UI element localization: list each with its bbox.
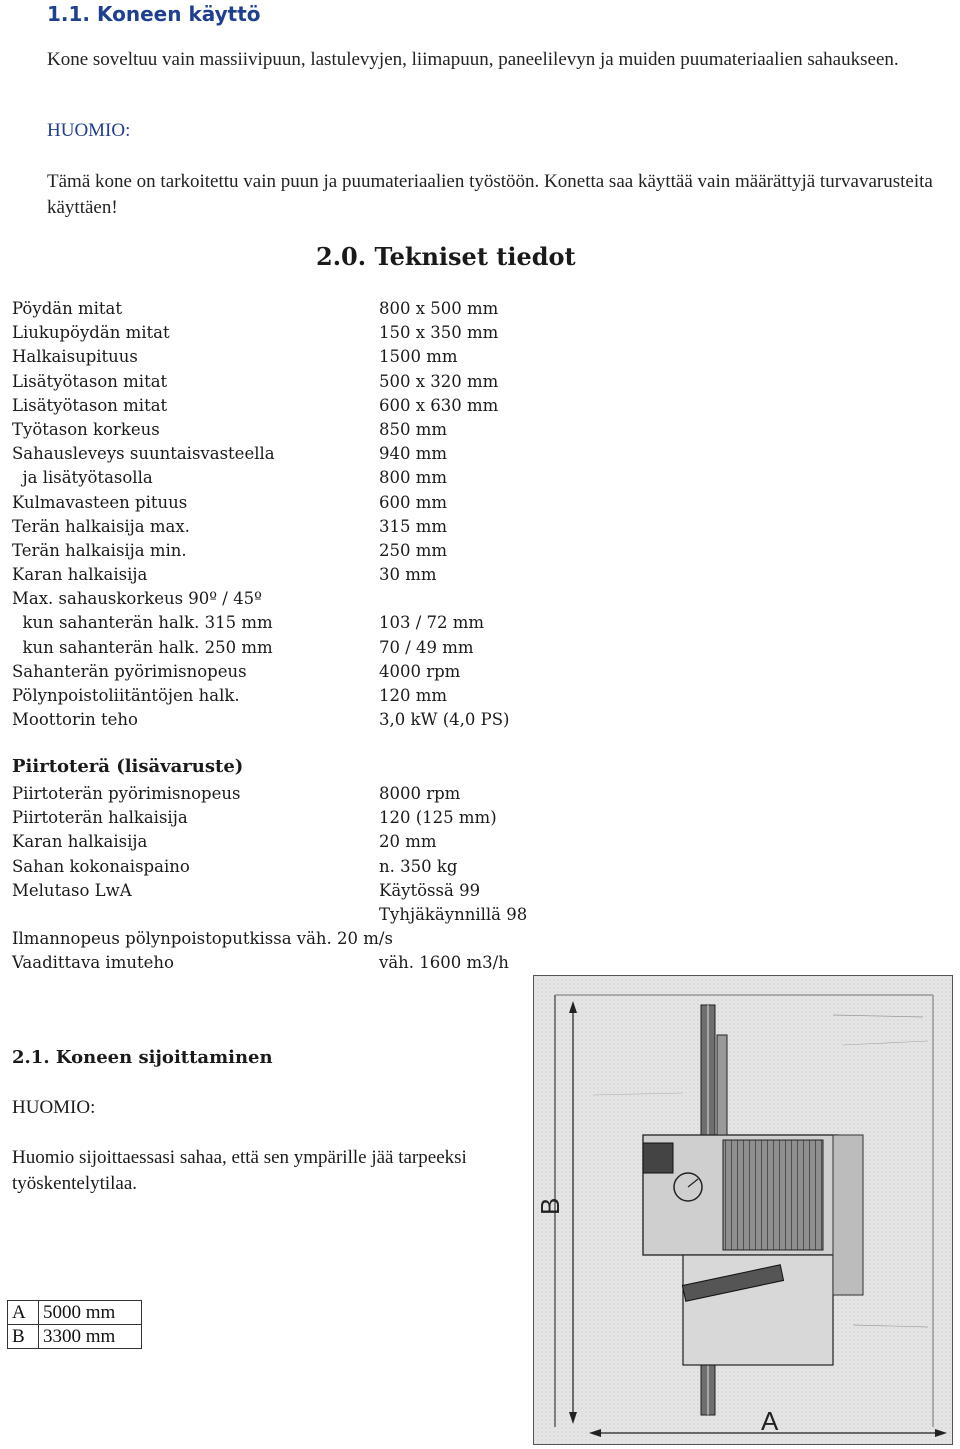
spec-value: Käytössä 99 — [379, 880, 481, 900]
spec-label: Pöydän mitat — [12, 299, 122, 318]
rip-fence — [717, 1035, 727, 1135]
dimension-row — [8, 1301, 142, 1325]
spec-row — [12, 782, 572, 806]
spec-label: Karan halkaisija — [12, 565, 148, 585]
spec-value: 940 mm — [379, 444, 448, 464]
spec-row — [12, 491, 572, 515]
spec-value: 600 x 630 mm — [379, 395, 499, 415]
spec-value: 500 x 320 mm — [379, 371, 499, 391]
saw-blade-area — [723, 1140, 823, 1250]
spec-label: ja lisätyötasolla — [12, 468, 153, 488]
router-heading: Piirtoterä (lisävaruste) — [12, 756, 244, 777]
airflow-text: Ilmannopeus pölynpoistoputkissa väh. 20 m/s — [12, 929, 393, 949]
spec-value: 103 / 72 mm — [379, 613, 485, 633]
fence-clamp — [643, 1143, 673, 1173]
suction-value: väh. 1600 m3/h — [379, 953, 509, 973]
spec-label: Piirtoterän pyörimisnopeus — [12, 784, 241, 803]
spec-row — [12, 830, 572, 854]
spec-label: Sahan kokonaispaino — [12, 856, 190, 876]
spec-value: 20 mm — [379, 832, 437, 852]
spec-label: Sahausleveys suuntaisvasteella — [12, 444, 275, 464]
spec-row — [12, 708, 572, 732]
machine-placement-drawing — [533, 975, 953, 1445]
spec-row — [12, 660, 572, 684]
spec-row — [12, 515, 572, 539]
spec-value: 250 mm — [379, 540, 448, 560]
spec-label: Liukupöydän mitat — [12, 323, 170, 343]
side-support — [833, 1135, 863, 1295]
suction-label: Vaadittava imuteho — [12, 953, 174, 973]
spec-value: 120 (125 mm) — [379, 808, 497, 828]
use-notice-label: HUOMIO: — [47, 120, 131, 141]
spec-value: n. 350 kg — [379, 856, 458, 876]
dimension-value: 5000 mm — [39, 1301, 142, 1325]
spec-value: 3,0 kW (4,0 PS) — [379, 710, 510, 730]
spec-label: Piirtoterän halkaisija — [12, 808, 188, 828]
spec-value: 1500 mm — [379, 347, 458, 367]
dimension-table — [7, 1300, 142, 1349]
spec-label: Kulmavasteen pituus — [12, 492, 188, 512]
spec-label: kun sahanterän halk. 315 mm — [12, 613, 273, 633]
spec-label: Lisätyötason mitat — [12, 371, 168, 391]
spec-row — [12, 806, 572, 830]
dimension-key: A — [8, 1301, 39, 1325]
spec-label: Moottorin teho — [12, 710, 138, 730]
spec-value: 70 / 49 mm — [379, 637, 474, 657]
dimension-row — [8, 1325, 142, 1349]
spec-label: Melutaso LwA — [12, 880, 132, 900]
spec-value: 800 x 500 mm — [379, 299, 499, 318]
spec-row — [12, 879, 572, 903]
placement-notice-label: HUOMIO: — [12, 1097, 96, 1118]
spec-value: 315 mm — [379, 516, 448, 536]
spec-row — [12, 563, 572, 587]
spec-row — [12, 321, 572, 345]
airflow-row — [12, 927, 572, 951]
placement-notice-text: Huomio sijoittaessasi sahaa, että sen ympärille jää tarpeeksi työskentelytilaa. — [12, 1147, 467, 1194]
section-heading-placement: 2.1. Koneen sijoittaminen — [12, 1047, 273, 1068]
spec-row — [12, 297, 572, 321]
dimension-b-label: B — [535, 1197, 565, 1215]
spec-label: kun sahanterän halk. 250 mm — [12, 637, 273, 657]
spec-row — [12, 587, 572, 611]
spec-value: 30 mm — [379, 565, 437, 585]
spec-label: Pölynpoistoliitäntöjen halk. — [12, 686, 240, 705]
dimension-value: 3300 mm — [39, 1325, 142, 1349]
spec-row — [12, 684, 572, 708]
spec-value: 600 mm — [379, 492, 448, 512]
spec-label: Työtason korkeus — [12, 419, 160, 439]
spec-table — [12, 297, 572, 732]
spec-row — [12, 442, 572, 466]
spec-label: Karan halkaisija — [12, 832, 148, 852]
spec-row — [12, 466, 572, 490]
spec-row — [12, 539, 572, 563]
spec-row — [12, 611, 572, 635]
suction-row — [12, 951, 572, 975]
spec-value: 4000 rpm — [379, 661, 461, 681]
spec-row — [12, 370, 572, 394]
use-intro-paragraph: Kone soveltuu vain massiivipuun, lastulevyjen, liimapuun, paneelilevyn ja muiden puumateriaalien sahaukseen. — [47, 49, 899, 70]
spec-row — [12, 345, 572, 369]
spec-row — [12, 855, 572, 879]
dimension-a-label: A — [761, 1406, 779, 1436]
spec-value: 8000 rpm — [379, 784, 461, 803]
section-heading-specs: 2.0. Tekniset tiedot — [316, 242, 576, 271]
spec-row — [12, 903, 572, 927]
spec-value: 150 x 350 mm — [379, 323, 499, 343]
spec-row — [12, 418, 572, 442]
spec-row — [12, 394, 572, 418]
spec-row — [12, 636, 572, 660]
spec-label: Lisätyötason mitat — [12, 395, 168, 415]
spec-value: Tyhjäkäynnillä 98 — [379, 904, 528, 924]
spec-value: 850 mm — [379, 419, 448, 439]
spec-label: Terän halkaisija max. — [12, 516, 190, 536]
section-heading-use: 1.1. Koneen käyttö — [47, 2, 261, 26]
spec-label: Sahanterän pyörimisnopeus — [12, 661, 247, 681]
use-notice-text: Tämä kone on tarkoitettu vain puun ja puumateriaalien työstöön. Konetta saa käyttää vain määrättyjä turvavarusteita käyttäen! — [47, 171, 933, 218]
spec-label: Terän halkaisija min. — [12, 540, 187, 560]
spec-label: Halkaisupituus — [12, 347, 138, 367]
dimension-key: B — [8, 1325, 39, 1349]
spec-value: 120 mm — [379, 686, 448, 705]
router-spec-table — [12, 782, 572, 976]
spec-label: Max. sahauskorkeus 90º / 45º — [12, 589, 262, 609]
spec-value: 800 mm — [379, 468, 448, 488]
